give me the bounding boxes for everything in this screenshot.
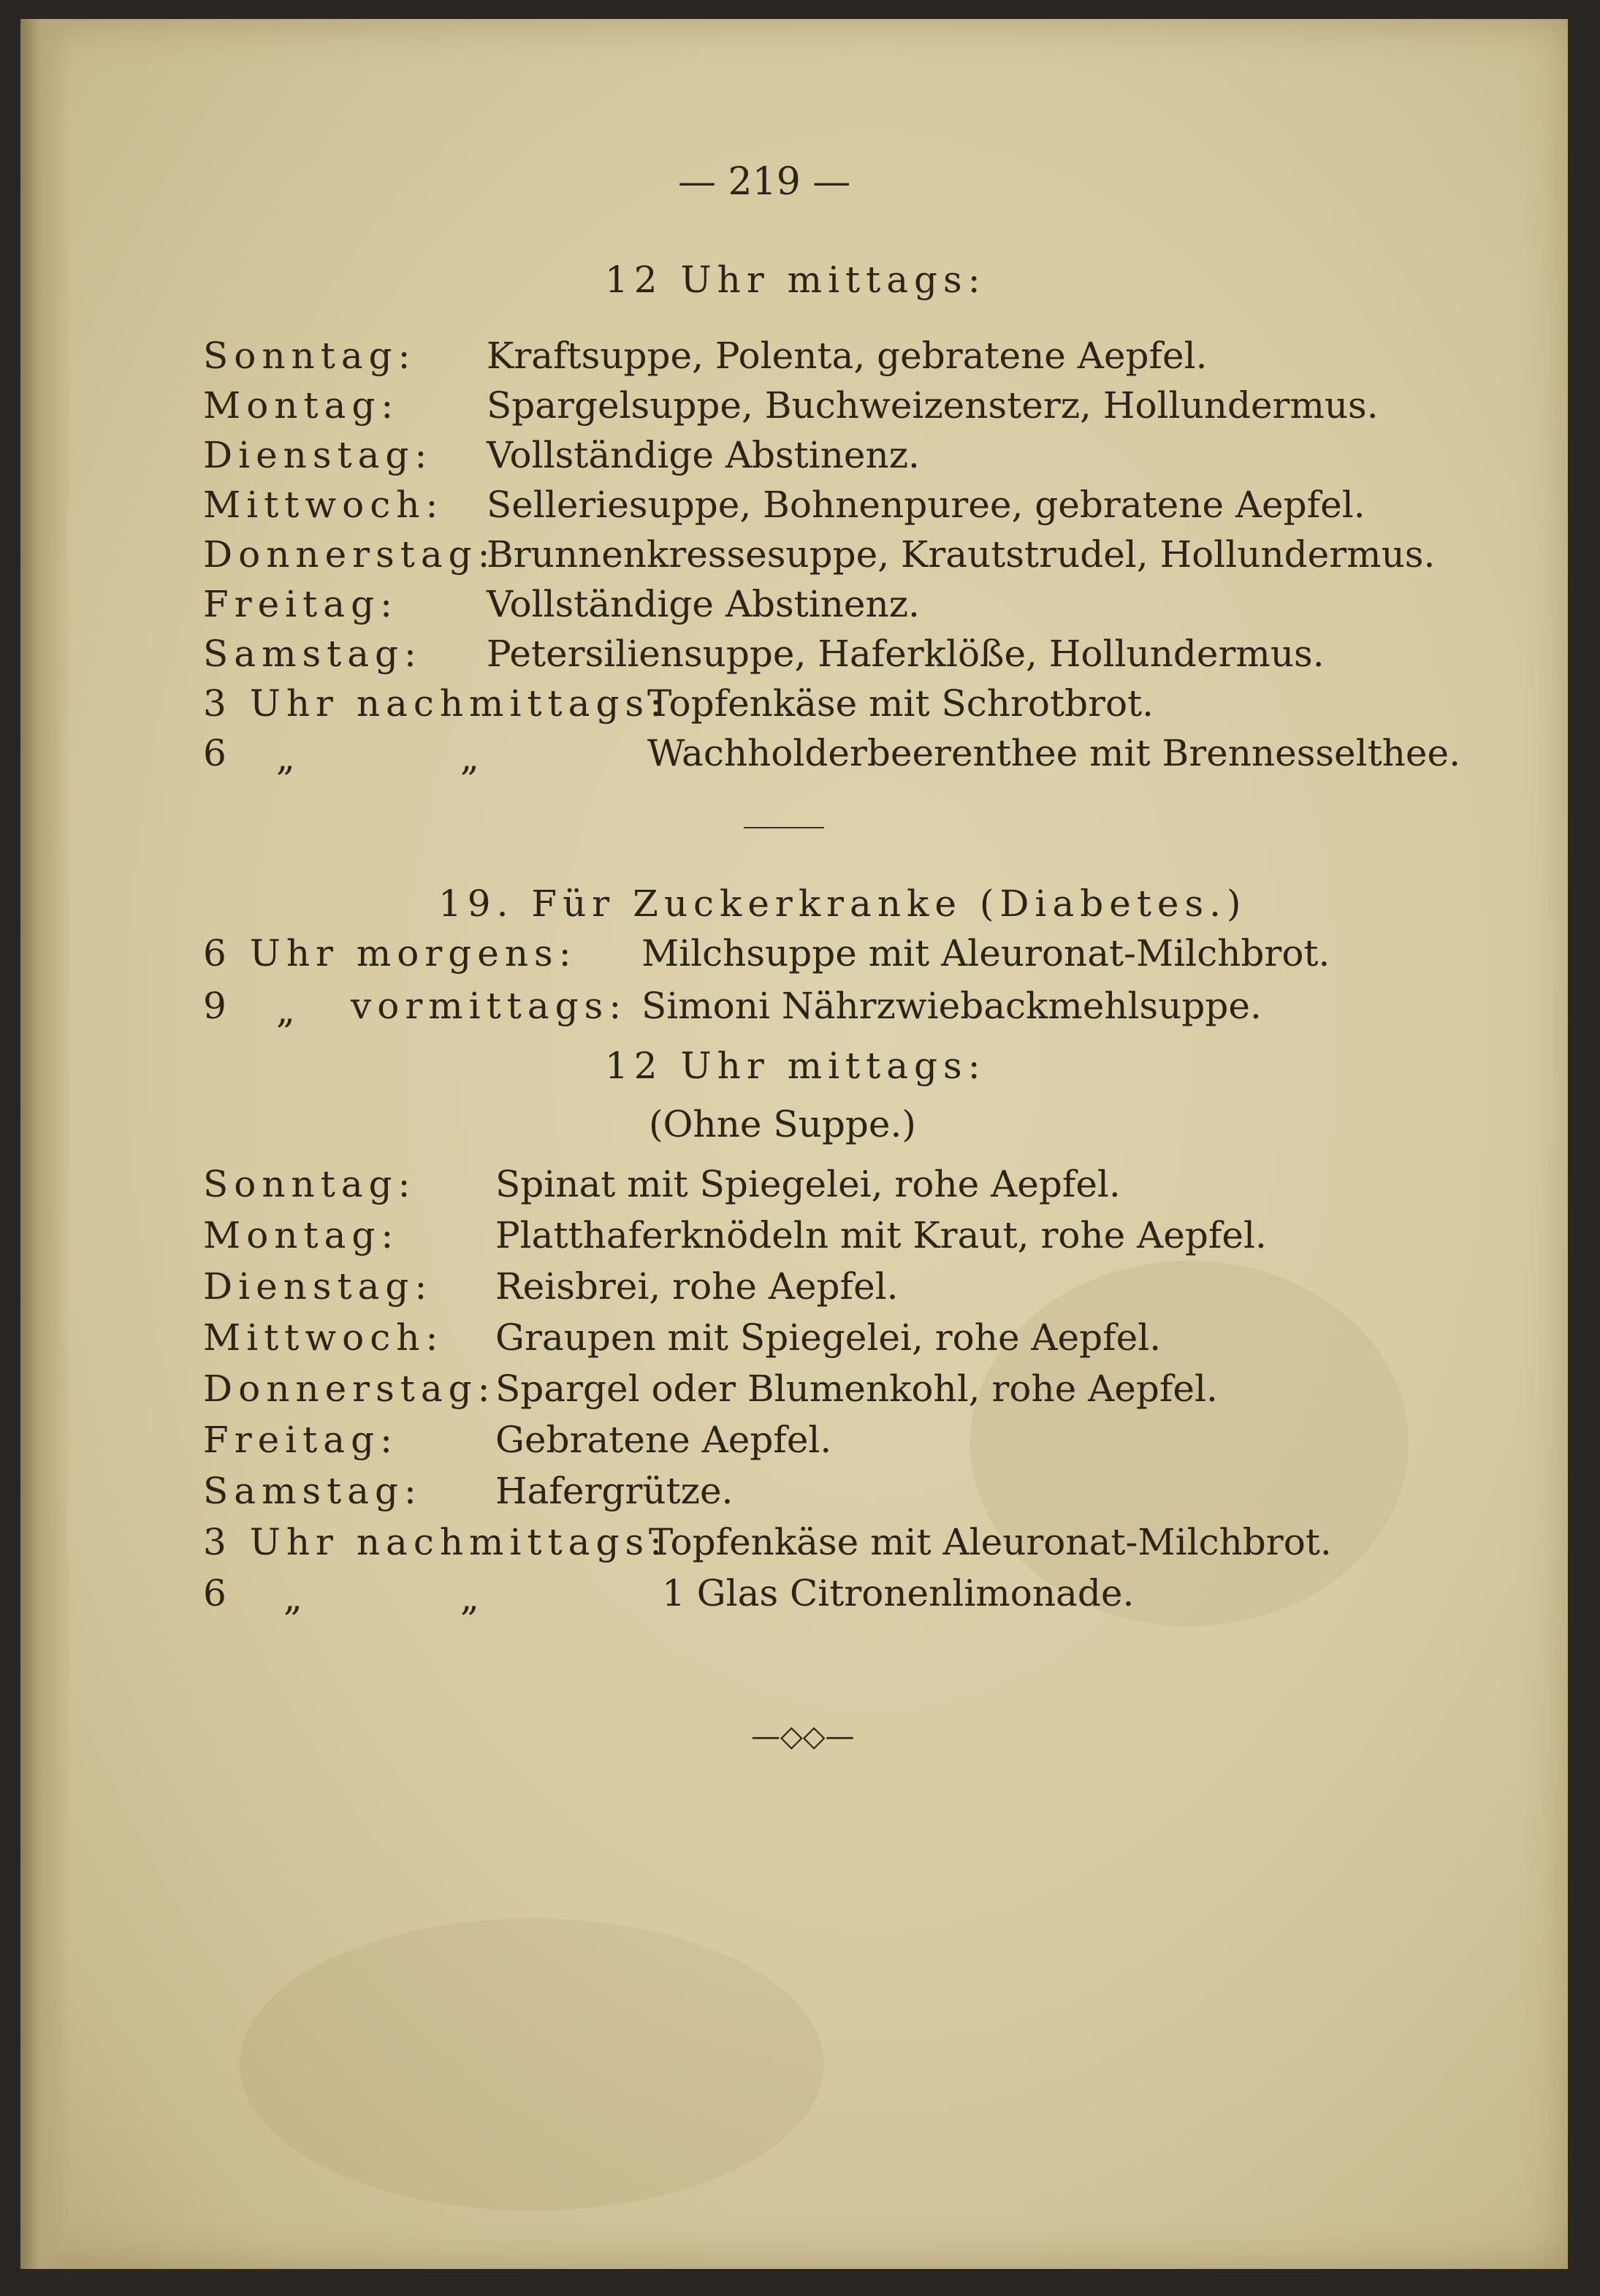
paper-stain — [240, 1918, 824, 2211]
meal-text: Spargel oder Blumenkohl, rohe Aepfel. — [495, 1368, 1218, 1410]
day-label: Dienstag: — [203, 1265, 433, 1308]
day-label: Samstag: — [203, 633, 422, 675]
day-label: Sonntag: — [203, 1163, 416, 1205]
meal-text: Milchsuppe mit Aleuronat-Milchbrot. — [641, 932, 1330, 975]
day-label: Freitag: — [203, 583, 398, 625]
meal-text: Reisbrei, rohe Aepfel. — [495, 1265, 899, 1308]
day-label: Mittwoch: — [203, 1316, 444, 1359]
meal-text: Platthaferknödeln mit Kraut, rohe Aepfel. — [495, 1214, 1267, 1256]
meal-text: Brunnenkressesuppe, Krautstrudel, Hollundermus. — [487, 533, 1436, 576]
day-label: Montag: — [203, 384, 400, 427]
meal-text: Topfenkäse mit Aleuronat-Milchbrot. — [649, 1521, 1332, 1563]
meal-text: Gebratene Aepfel. — [495, 1419, 832, 1461]
meal-text: Vollständige Abstinenz. — [487, 583, 920, 625]
time-label: vormittags: — [351, 985, 628, 1027]
day-label: Freitag: — [203, 1419, 398, 1461]
ditto-mark: „ — [460, 1576, 479, 1619]
day-label: Montag: — [203, 1214, 400, 1256]
day-label: Mittwoch: — [203, 484, 444, 526]
time-label: 3 Uhr nachmittags: — [203, 1521, 668, 1563]
time-label: 6 Uhr morgens: — [203, 932, 577, 975]
section-a-heading: 12 Uhr mittags: — [605, 259, 986, 301]
day-label: Samstag: — [203, 1470, 422, 1512]
ditto-mark: „ — [283, 1576, 302, 1619]
day-label: Sonntag: — [203, 335, 416, 377]
book-spine — [20, 19, 72, 2269]
meal-text: Spargelsuppe, Buchweizensterz, Hollundermus. — [487, 384, 1379, 427]
ditto-mark: „ — [276, 736, 295, 779]
noon-note: (Ohne Suppe.) — [649, 1103, 916, 1145]
time-number: 6 — [203, 1572, 226, 1614]
meal-text: Simoni Nährzwiebackmehlsuppe. — [641, 985, 1262, 1027]
meal-text: Selleriesuppe, Bohnenpuree, gebratene Aepfel. — [487, 484, 1365, 526]
noon-heading: 12 Uhr mittags: — [605, 1045, 986, 1087]
section-divider — [744, 827, 824, 828]
ditto-mark: „ — [460, 736, 479, 779]
meal-text: 1 Glas Citronenlimonade. — [662, 1572, 1135, 1614]
meal-text: Vollständige Abstinenz. — [487, 434, 920, 476]
ditto-mark: „ — [276, 989, 295, 1031]
meal-text: Graupen mit Spiegelei, rohe Aepfel. — [495, 1316, 1162, 1359]
meal-text: Petersiliensuppe, Haferklöße, Hollundermus. — [487, 633, 1325, 675]
meal-text: Topfenkäse mit Schrotbrot. — [647, 682, 1154, 725]
meal-text: Hafergrütze. — [495, 1470, 734, 1512]
time-number: 6 — [203, 732, 226, 774]
time-number: 9 — [203, 985, 226, 1027]
section-b-heading: 19. Für Zuckerkranke (Diabetes.) — [438, 882, 1247, 925]
day-label: Donnerstag: — [203, 1368, 496, 1410]
meal-text: Spinat mit Spiegelei, rohe Aepfel. — [495, 1163, 1121, 1205]
book-page — [20, 19, 1568, 2269]
time-label: 3 Uhr nachmittags: — [203, 682, 668, 725]
day-label: Donnerstag: — [203, 533, 496, 576]
page-number: — 219 — — [678, 160, 851, 204]
meal-text: Kraftsuppe, Polenta, gebratene Aepfel. — [487, 335, 1208, 377]
day-label: Dienstag: — [203, 434, 433, 476]
end-ornament: —◇◇— — [751, 1720, 855, 1753]
meal-text: Wachholderbeerenthee mit Brennesselthee. — [647, 732, 1460, 774]
